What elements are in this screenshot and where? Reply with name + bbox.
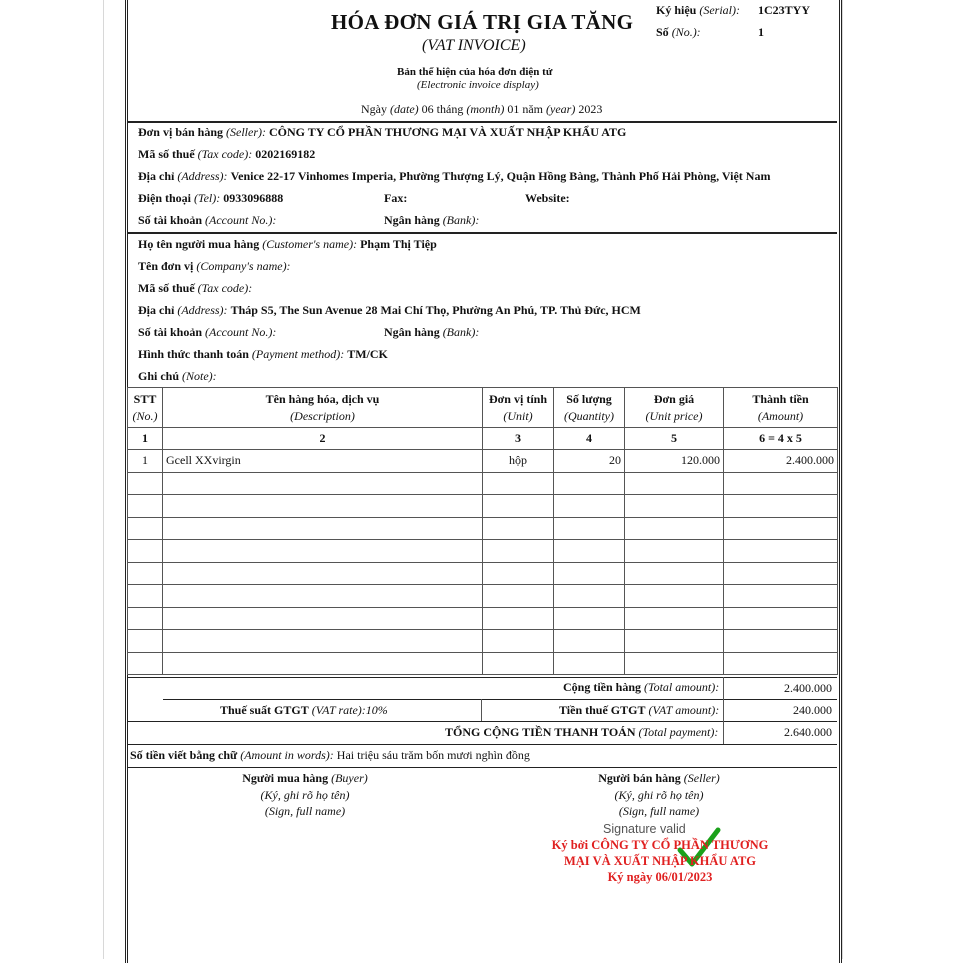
buyer-bank-row	[384, 325, 479, 340]
invoice-date	[361, 102, 602, 117]
date-year-en: (year)	[546, 102, 576, 116]
col-amount-vi: Thành tiền	[752, 391, 809, 406]
seller-title: Người bán hàng	[598, 771, 681, 785]
grand-label-en: (Total payment):	[638, 725, 719, 739]
serial-label-en: (Serial):	[699, 3, 740, 17]
signed-date: Ký ngày 06/01/2023	[607, 870, 713, 884]
col-quantity-vi: Số lượng	[566, 391, 612, 406]
buyer-address: Tháp S5, The Sun Avenue 28 Mai Chí Thọ, Phường An Phú, TP. Thủ Đức, HCM	[230, 303, 641, 317]
seller-sign-note-en: (Sign, full name)	[618, 804, 700, 818]
col-header-description	[163, 388, 483, 428]
buyer-note-label-en: (Note):	[182, 369, 217, 383]
grand-total-value: 2.640.000	[784, 725, 832, 739]
buyer-account-label-en: (Account No.):	[205, 325, 277, 339]
row-unit: hộp	[483, 450, 554, 473]
seller-account-row	[138, 213, 276, 228]
buyer-account-row	[138, 325, 276, 340]
row-quantity: 20	[554, 450, 625, 473]
col-quantity-en: (Quantity)	[564, 408, 614, 423]
divider	[127, 121, 837, 123]
buyer-note-row	[138, 369, 217, 384]
invoice-title: HÓA ĐƠN GIÁ TRỊ GIA TĂNG	[331, 10, 634, 34]
items-table	[127, 387, 838, 675]
seller-sign-note: (Ký, ghi rõ họ tên)	[614, 788, 704, 802]
buyer-company-label-en: (Company's name):	[196, 259, 291, 273]
col-index: 5	[625, 428, 724, 450]
col-index: 6 = 4 x 5	[724, 428, 838, 450]
serial-value: 1C23TYY	[758, 3, 811, 17]
table-row-empty	[128, 495, 838, 518]
seller-tax-row	[138, 147, 315, 162]
buyer-payment: TM/CK	[347, 347, 388, 361]
total-label-en: (Total amount):	[644, 680, 720, 694]
serial-label	[656, 3, 740, 18]
buyer-sign-note: (Ký, ghi rõ họ tên)	[260, 788, 350, 802]
seller-phone-label: Điện thoại	[138, 191, 192, 205]
date-month-en: (month)	[466, 102, 505, 116]
vat-rate-label: Thuế suất GTGT	[220, 703, 309, 717]
seller-phone-row	[138, 191, 283, 206]
divider	[481, 699, 482, 721]
col-unit-vi: Đơn vị tính	[489, 391, 547, 406]
seller-bank-label-en: (Bank):	[442, 213, 480, 227]
divider	[127, 677, 837, 678]
table-row-empty	[128, 630, 838, 653]
seller-bank-row	[384, 213, 479, 228]
buyer-address-label: Địa chỉ	[138, 303, 175, 317]
seller-address-row	[138, 169, 770, 184]
vat-rate-label-en: (VAT rate):10%	[311, 703, 388, 717]
buyer-sign-note-en: (Sign, full name)	[264, 804, 346, 818]
col-no-vi: STT	[133, 391, 157, 406]
table-header-row	[128, 388, 838, 428]
serial-label-vi: Ký hiệu	[656, 3, 697, 17]
seller-bank-label: Ngân hàng	[384, 213, 440, 227]
col-unit-price-vi: Đơn giá	[653, 391, 695, 406]
signer-line-1: Ký bởi CÔNG TY CỔ PHẦN THƯƠNG	[551, 838, 769, 852]
total-amount-label	[563, 680, 719, 695]
buyer-customer-label: Họ tên người mua hàng	[138, 237, 260, 251]
col-index: 2	[163, 428, 483, 450]
buyer-note-label: Ghi chú	[138, 369, 180, 383]
buyer-tax-label: Mã số thuế	[138, 281, 195, 295]
seller-signature-title	[569, 771, 749, 786]
buyer-tax-label-en: (Tax code):	[197, 281, 253, 295]
seller-account-label-en: (Account No.):	[205, 213, 277, 227]
buyer-bank-label: Ngân hàng	[384, 325, 440, 339]
words-label-en: (Amount in words):	[240, 748, 334, 762]
date-month: 01	[507, 102, 520, 116]
number-label-en: (No.):	[671, 25, 701, 39]
page-edge-right	[842, 0, 843, 959]
seller-phone: 0933096888	[223, 191, 284, 205]
buyer-company-label: Tên đơn vị	[138, 259, 194, 273]
words-value: Hai triệu sáu trăm bốn mươi nghìn đồng	[336, 748, 530, 762]
table-row	[128, 450, 838, 473]
col-unit-en: (Unit)	[503, 408, 533, 423]
signature-valid-text: Signature valid	[603, 822, 686, 836]
col-amount-en: (Amount)	[757, 408, 804, 423]
seller-phone-label-en: (Tel):	[194, 191, 221, 205]
col-index: 3	[483, 428, 554, 450]
col-description-vi: Tên hàng hóa, dịch vụ	[265, 391, 380, 406]
seller-website-label: Website:	[525, 191, 570, 205]
seller-tax-code: 0202169182	[255, 147, 316, 161]
divider	[127, 767, 837, 768]
buyer-company-row	[138, 259, 291, 274]
seller-fax-label: Fax:	[384, 191, 408, 205]
display-note-en: (Electronic invoice display)	[417, 79, 539, 91]
grand-total-label	[445, 725, 718, 740]
seller-title-en: (Seller)	[683, 771, 720, 785]
table-row-empty	[128, 607, 838, 630]
date-year-label: năm	[522, 102, 543, 116]
seller-tax-label-en: (Tax code):	[197, 147, 253, 161]
invoice-subtitle: (VAT INVOICE)	[422, 37, 526, 54]
date-year: 2023	[578, 102, 603, 116]
date-month-label: tháng	[436, 102, 464, 116]
column-index-row	[128, 428, 838, 450]
row-no: 1	[128, 450, 163, 473]
buyer-account-label: Số tài khoản	[138, 325, 203, 339]
seller-name-row	[138, 125, 626, 140]
col-no-en: (No.)	[132, 408, 158, 423]
row-description: Gcell XXvirgin	[163, 450, 483, 473]
total-label-vi: Cộng tiền hàng	[563, 680, 642, 694]
col-index: 4	[554, 428, 625, 450]
divider	[127, 721, 837, 722]
number-label	[656, 25, 701, 40]
seller-name-label: Đơn vị bán hàng	[138, 125, 224, 139]
buyer-payment-label-en: (Payment method):	[251, 347, 345, 361]
table-row-empty	[128, 652, 838, 675]
buyer-customer-label-en: (Customer's name):	[262, 237, 358, 251]
amount-in-words	[130, 748, 530, 763]
signer-line-2: MẠI VÀ XUẤT NHẬP KHẨU ATG	[563, 854, 757, 868]
buyer-tax-row	[138, 281, 252, 296]
total-amount-value: 2.400.000	[784, 681, 832, 695]
seller-address-label: Địa chỉ	[138, 169, 175, 183]
date-day: 06	[421, 102, 434, 116]
table-row-empty	[128, 585, 838, 608]
display-note: Bản thể hiện của hóa đơn điện tử	[397, 66, 553, 78]
col-header-amount	[724, 388, 838, 428]
buyer-customer: Phạm Thị Tiệp	[360, 237, 437, 251]
row-amount: 2.400.000	[724, 450, 838, 473]
number-value: 1	[758, 25, 764, 39]
buyer-title: Người mua hàng	[242, 771, 329, 785]
vat-amount-label-vi: Tiền thuế GTGT	[559, 703, 646, 717]
date-day-label: Ngày	[361, 102, 387, 116]
buyer-address-label-en: (Address):	[177, 303, 228, 317]
col-description-en: (Description)	[290, 408, 355, 423]
buyer-payment-label: Hình thức thanh toán	[138, 347, 249, 361]
seller-address-label-en: (Address):	[177, 169, 228, 183]
date-day-en: (date)	[390, 102, 419, 116]
col-header-unit	[483, 388, 554, 428]
buyer-customer-row	[138, 237, 437, 252]
table-row-empty	[128, 517, 838, 540]
seller-name-label-en: (Seller):	[226, 125, 266, 139]
table-row-empty	[128, 472, 838, 495]
page-edge-left	[103, 0, 104, 959]
col-index: 1	[128, 428, 163, 450]
buyer-bank-label-en: (Bank):	[442, 325, 480, 339]
seller-name: CÔNG TY CỔ PHẦN THƯƠNG MẠI VÀ XUẤT NHẬP KHẨU ATG	[269, 125, 627, 139]
divider	[163, 699, 837, 700]
vat-amount-label	[559, 703, 719, 718]
buyer-payment-row	[138, 347, 388, 362]
divider	[127, 744, 837, 745]
table-row-empty	[128, 562, 838, 585]
vat-amount-label-en: (VAT amount):	[648, 703, 720, 717]
table-row-empty	[128, 540, 838, 563]
seller-account-label: Số tài khoản	[138, 213, 203, 227]
col-header-quantity	[554, 388, 625, 428]
seller-tax-label: Mã số thuế	[138, 147, 195, 161]
buyer-title-en: (Buyer)	[331, 771, 368, 785]
grand-label-vi: TỔNG CỘNG TIỀN THANH TOÁN	[445, 725, 636, 739]
col-unit-price-en: (Unit price)	[645, 408, 703, 423]
divider	[127, 232, 837, 234]
vat-amount-value: 240.000	[793, 703, 832, 717]
row-unit-price: 120.000	[625, 450, 724, 473]
buyer-address-row	[138, 303, 641, 318]
col-header-no	[128, 388, 163, 428]
buyer-signature-title	[215, 771, 395, 786]
seller-address: Venice 22-17 Vinhomes Imperia, Phường Thượng Lý, Quận Hồng Bàng, Thành Phố Hải Phòng, Việt Nam	[230, 169, 771, 183]
words-label: Số tiền viết bằng chữ	[130, 748, 238, 762]
col-header-unit-price	[625, 388, 724, 428]
number-label-vi: Số	[656, 25, 669, 39]
vat-rate	[220, 703, 388, 718]
